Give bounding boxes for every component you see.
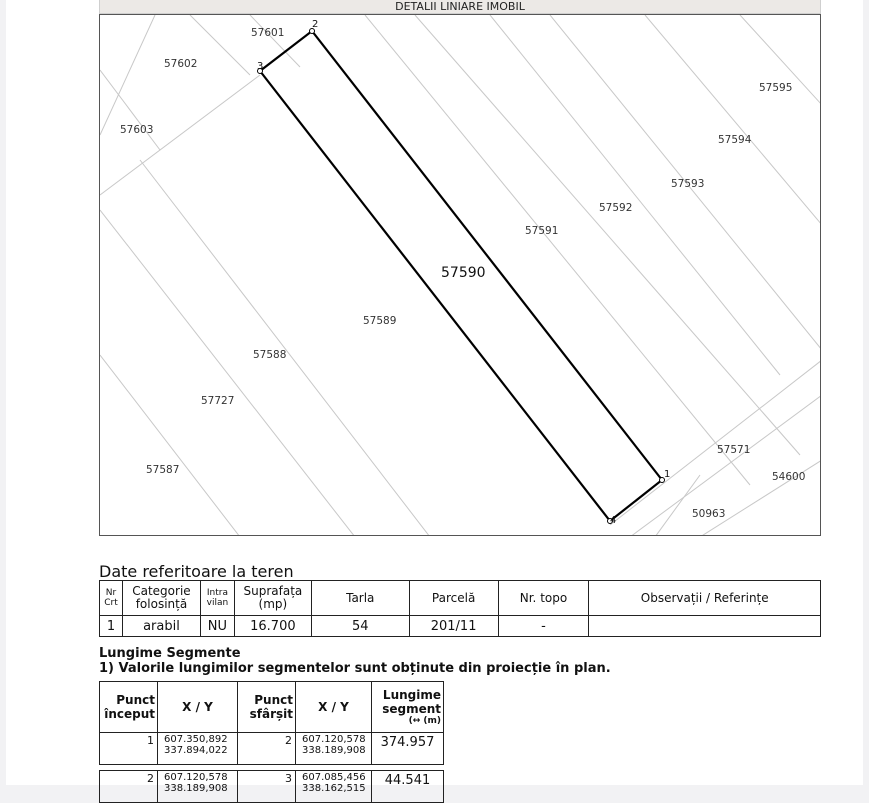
header-tarla: Tarla (311, 581, 409, 616)
cell-xy-start (158, 733, 238, 765)
map-drawing (100, 15, 821, 536)
parcel-label: 57595 (759, 82, 793, 94)
header-text: vilan (206, 598, 229, 608)
header-text: Suprafața (243, 584, 303, 598)
cell-xy-start (158, 771, 238, 803)
map-header: DETALII LINIARE IMOBIL (99, 0, 821, 14)
parcel-label: 57603 (120, 124, 154, 136)
coord-y: 338.162,515 (302, 783, 366, 794)
cell-lungime: 44.541 (372, 771, 444, 803)
header-intravilan (200, 581, 234, 616)
vertex-label-1: 1 (664, 469, 671, 480)
coord-x: 607.085,456 (302, 772, 366, 783)
cell-nr: 1 (100, 616, 123, 637)
header-xy-start: X / Y (158, 682, 238, 733)
coord-x: 607.120,578 (302, 734, 366, 745)
parcel-label: 57571 (717, 444, 751, 456)
table-row (100, 733, 444, 765)
vertex-label-4: 4 (610, 515, 617, 526)
header-text: Nr (105, 588, 117, 598)
header-text: (mp) (258, 597, 288, 611)
cell-parcela: 201/11 (409, 616, 498, 637)
header-xy-end: X / Y (296, 682, 372, 733)
cell-nr-topo: - (498, 616, 589, 637)
header-text: segment (382, 701, 441, 716)
segmente-note: 1) Valorile lungimilor segmentelor sunt obținute din proiecție în plan. (99, 661, 611, 676)
coord-x: 607.120,578 (164, 772, 228, 783)
parcel-label: 57589 (363, 315, 397, 327)
parcel-label: 57587 (146, 464, 180, 476)
coord-y: 337.894,022 (164, 745, 228, 756)
header-punct-sfarsit (238, 682, 296, 733)
cell-xy-end (296, 771, 372, 803)
parcel-label: 57593 (671, 178, 705, 190)
parcel-label: 54600 (772, 471, 806, 483)
segmente-title: Lungime Segmente (99, 646, 241, 661)
header-text: Categorie (132, 584, 191, 598)
header-text: Punct (254, 693, 293, 707)
header-lungime (372, 682, 444, 733)
segmente-section (99, 646, 611, 676)
boundary-line (630, 395, 821, 536)
boundary-line (100, 210, 355, 536)
teren-section-title: Date referitoare la teren (99, 562, 294, 581)
header-punct-inceput (100, 682, 158, 733)
cell-xy-end (296, 733, 372, 765)
parcel-label: 57727 (201, 395, 235, 407)
boundary-line (645, 15, 821, 225)
coord-y: 338.189,908 (302, 745, 366, 756)
boundary-line (190, 15, 250, 75)
header-suprafata (234, 581, 311, 616)
vertex-label-3: 3 (257, 61, 264, 72)
header-text: Punct (116, 693, 155, 707)
cell-suprafata: 16.700 (234, 616, 311, 637)
header-text: început (104, 707, 155, 721)
parcel-label: 57591 (525, 225, 559, 237)
header-text: Crt (104, 598, 118, 608)
boundary-line (100, 15, 155, 135)
table-row (100, 616, 821, 637)
table-row (100, 771, 444, 803)
boundary-line (415, 15, 800, 455)
header-text: Intra (206, 588, 228, 598)
parcel-label: 57602 (164, 58, 198, 70)
cell-start: 2 (100, 771, 158, 803)
header-nr-crt (100, 581, 123, 616)
cell-lungime: 374.957 (372, 733, 444, 765)
header-nr-topo: Nr. topo (498, 581, 589, 616)
table-header-row (100, 581, 821, 616)
header-categorie (122, 581, 200, 616)
cell-intravilan: NU (200, 616, 234, 637)
parcel-label-main: 57590 (441, 265, 486, 281)
coord-x: 607.350,892 (164, 734, 228, 745)
coord-y: 338.189,908 (164, 783, 228, 794)
teren-table (99, 580, 821, 637)
boundary-line (490, 15, 780, 375)
parcel-label: 57601 (251, 27, 285, 39)
cell-end: 2 (238, 733, 296, 765)
boundary-line (100, 355, 240, 536)
parcel-label: 57594 (718, 134, 752, 146)
cell-observatii (589, 616, 821, 637)
header-text: Lungime (382, 687, 441, 702)
boundary-line (365, 15, 750, 485)
header-text: folosință (135, 597, 188, 611)
parcel-label: 50963 (692, 508, 726, 520)
header-parcela: Parcelă (409, 581, 498, 616)
vertex-label-2: 2 (312, 19, 319, 30)
cadastral-map (99, 14, 821, 536)
cell-start: 1 (100, 733, 158, 765)
cell-categorie: arabil (122, 616, 200, 637)
header-text: sfârșit (249, 707, 293, 721)
header-observatii: Observații / Referințe (589, 581, 821, 616)
table-header-row (100, 682, 444, 733)
parcel-label: 57592 (599, 202, 633, 214)
boundary-line (100, 70, 160, 150)
header-text: (↔ (m) (408, 715, 441, 726)
cell-tarla: 54 (311, 616, 409, 637)
parcel-label: 57588 (253, 349, 287, 361)
cell-end: 3 (238, 771, 296, 803)
boundary-line (140, 160, 430, 536)
